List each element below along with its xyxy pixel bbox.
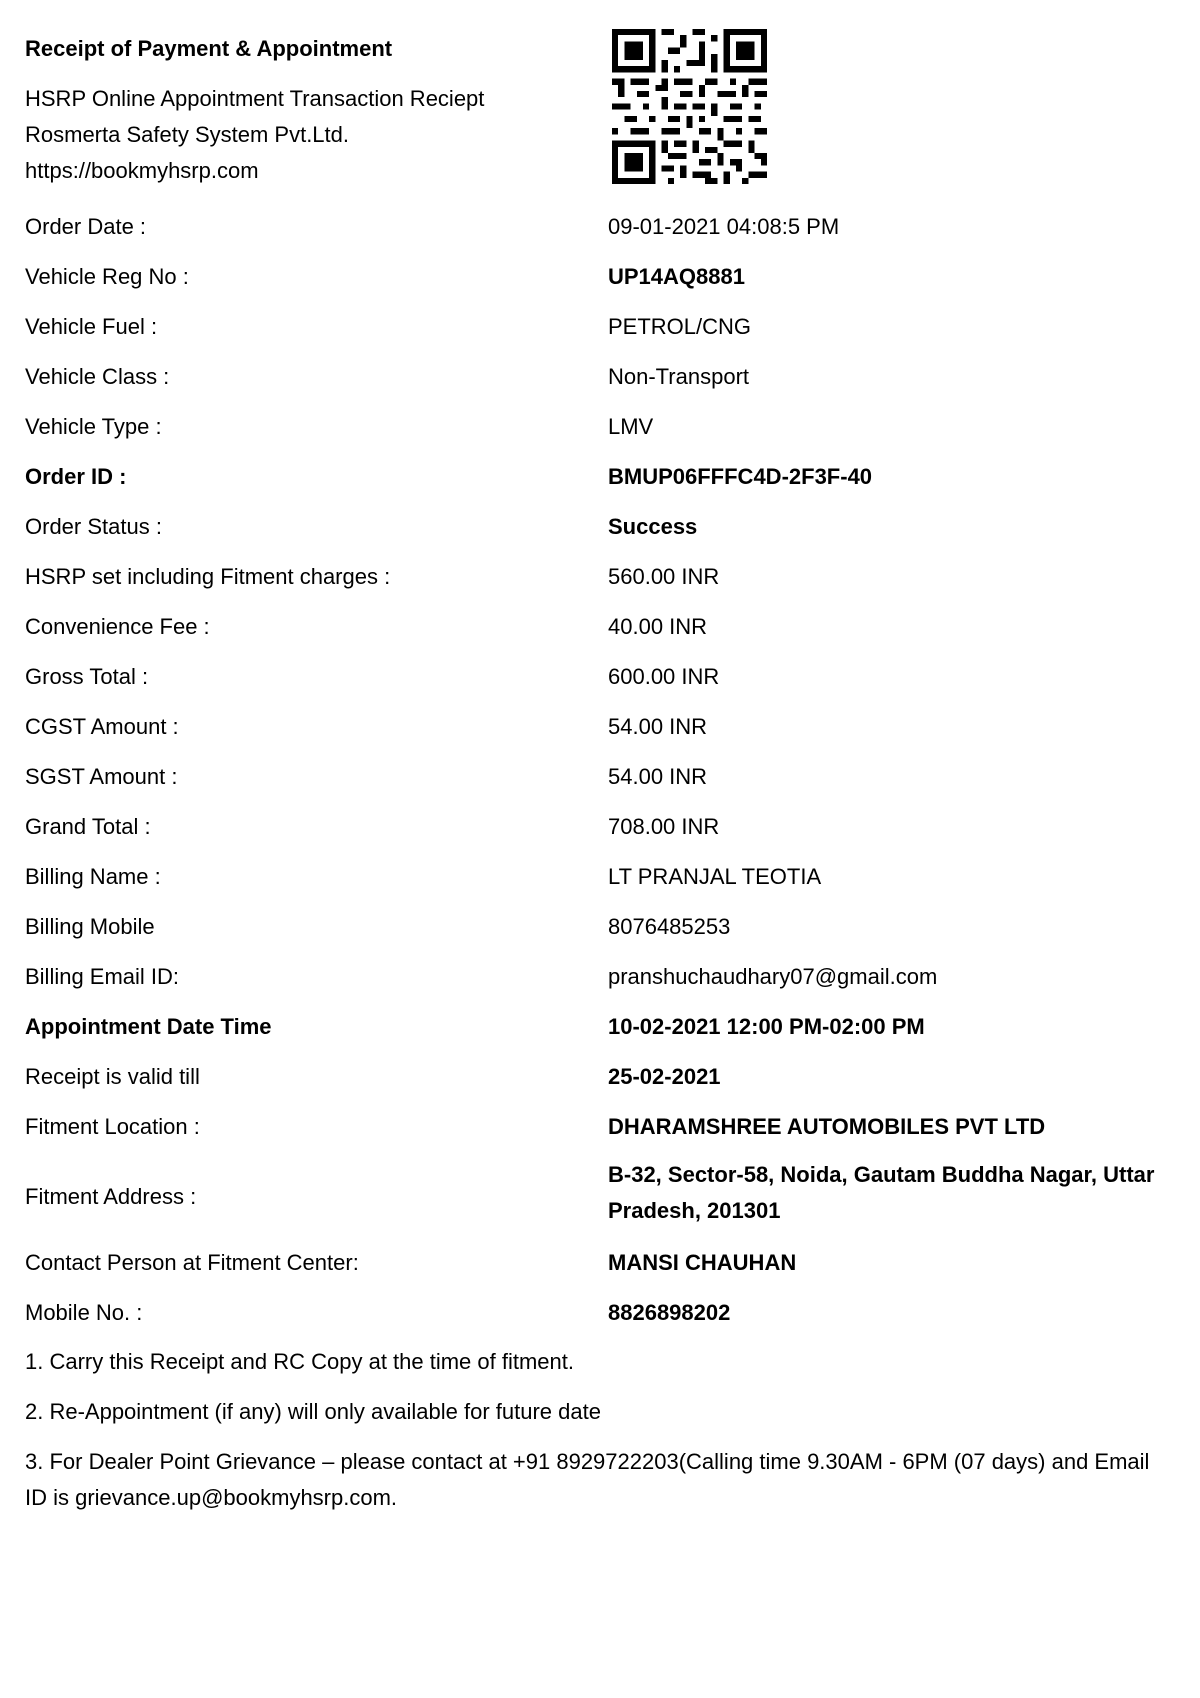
row-label: Grand Total : bbox=[25, 814, 151, 839]
row-label: Gross Total : bbox=[25, 664, 149, 689]
row-label: HSRP set including Fitment charges : bbox=[25, 564, 391, 589]
row-value: B-32, Sector-58, Noida, Gautam Buddha Nagar, Uttar Pradesh, 201301 bbox=[608, 1162, 1155, 1223]
row-value: Non-Transport bbox=[608, 364, 750, 389]
row-label: Order Date : bbox=[25, 214, 147, 239]
website-url: https://bookmyhsrp.com bbox=[25, 158, 259, 183]
row-label: Billing Name : bbox=[25, 864, 161, 889]
row-value: UP14AQ8881 bbox=[608, 264, 745, 289]
row-value: pranshuchaudhary07@gmail.com bbox=[608, 964, 938, 989]
row-value: 8826898202 bbox=[608, 1300, 731, 1325]
row-label: Billing Mobile bbox=[25, 914, 155, 939]
row-label: Order Status : bbox=[25, 514, 162, 539]
row-value: 09-01-2021 04:08:5 PM bbox=[608, 214, 840, 239]
row-label: CGST Amount : bbox=[25, 714, 179, 739]
row-value: PETROL/CNG bbox=[608, 314, 752, 339]
row-label: Vehicle Type : bbox=[25, 414, 162, 439]
note-item: 3. For Dealer Point Grievance – please contact at +91 8929722203(Calling time 9.30AM - 6PM (07 days) and Email ID is grievance.up@bookmyhsrp.com. bbox=[25, 1449, 1150, 1510]
row-label: Convenience Fee : bbox=[25, 614, 210, 639]
row-label: Fitment Address : bbox=[25, 1184, 197, 1209]
row-label: SGST Amount : bbox=[25, 764, 178, 789]
transaction-receipt-heading: HSRP Online Appointment Transaction Reciept bbox=[25, 86, 485, 111]
row-label: Contact Person at Fitment Center: bbox=[25, 1250, 359, 1275]
row-label: Receipt is valid till bbox=[25, 1064, 200, 1089]
row-value: 708.00 INR bbox=[608, 814, 720, 839]
row-value: 40.00 INR bbox=[608, 614, 708, 639]
note-item: 2. Re-Appointment (if any) will only available for future date bbox=[25, 1399, 601, 1424]
row-value: MANSI CHAUHAN bbox=[608, 1250, 797, 1275]
row-value: 25-02-2021 bbox=[608, 1064, 721, 1089]
row-value: 54.00 INR bbox=[608, 714, 708, 739]
row-label: Appointment Date Time bbox=[25, 1014, 272, 1039]
row-label: Fitment Location : bbox=[25, 1114, 200, 1139]
row-value: LMV bbox=[608, 414, 654, 439]
note-item: 1. Carry this Receipt and RC Copy at the time of fitment. bbox=[25, 1349, 575, 1374]
qr-code-icon bbox=[612, 29, 767, 184]
row-label: Vehicle Class : bbox=[25, 364, 170, 389]
row-value: 54.00 INR bbox=[608, 764, 708, 789]
row-label: Vehicle Fuel : bbox=[25, 314, 158, 339]
row-value: DHARAMSHREE AUTOMOBILES PVT LTD bbox=[608, 1114, 1046, 1139]
row-label: Vehicle Reg No : bbox=[25, 264, 189, 289]
row-value: 10-02-2021 12:00 PM-02:00 PM bbox=[608, 1014, 925, 1039]
row-label: Billing Email ID: bbox=[25, 964, 180, 989]
row-value: BMUP06FFFC4D-2F3F-40 bbox=[608, 464, 873, 489]
receipt-title: Receipt of Payment & Appointment bbox=[25, 36, 393, 61]
status-badge: Success bbox=[608, 514, 698, 539]
company-name: Rosmerta Safety System Pvt.Ltd. bbox=[25, 122, 350, 147]
row-label: Mobile No. : bbox=[25, 1300, 143, 1325]
row-value: 600.00 INR bbox=[608, 664, 720, 689]
row-value: 560.00 INR bbox=[608, 564, 720, 589]
row-value: LT PRANJAL TEOTIA bbox=[608, 864, 822, 889]
row-label: Order ID : bbox=[25, 464, 127, 489]
row-value: 8076485253 bbox=[608, 914, 731, 939]
